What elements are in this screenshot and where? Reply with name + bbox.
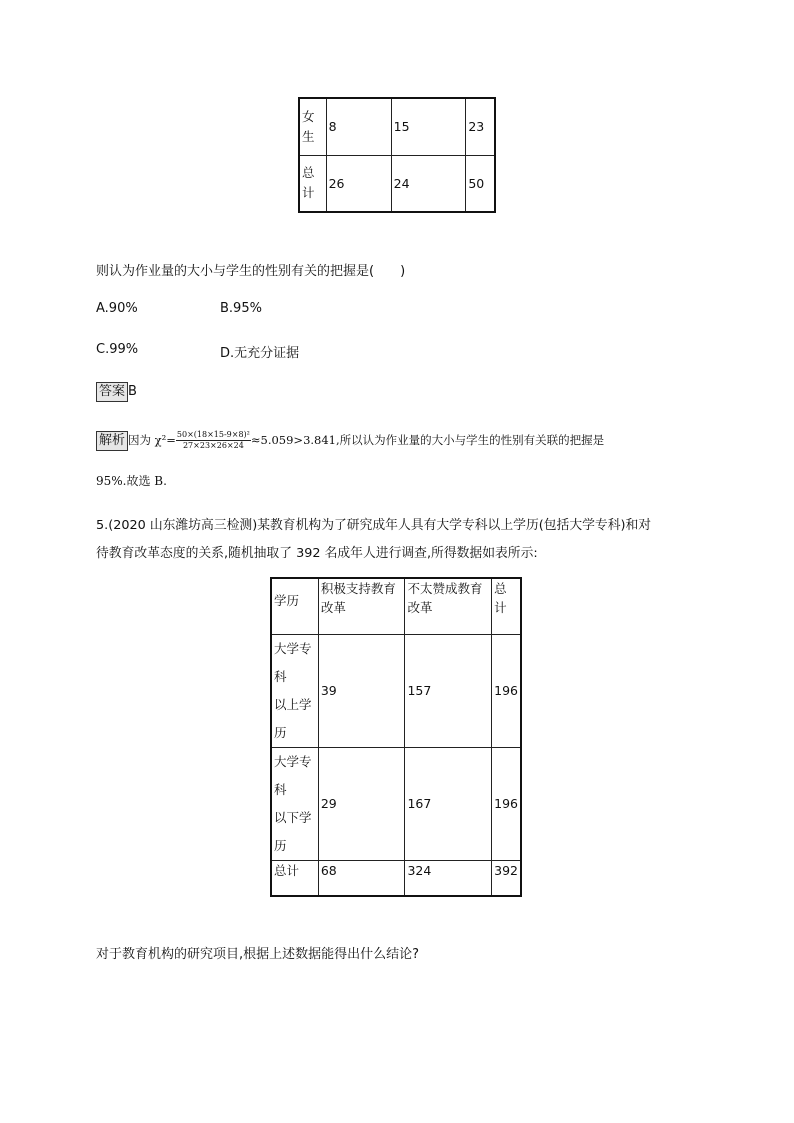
question5-ask: 对于教育机构的研究项目,根据上述数据能得出什么结论?	[96, 947, 420, 962]
fraction-numerator: 50×(18×15-9×8)²	[176, 430, 250, 439]
analysis-tag: 解析	[96, 431, 128, 451]
row-label-total: 总 计	[299, 155, 326, 212]
table-cell: 392	[492, 860, 521, 896]
table-cell: 196	[492, 747, 521, 860]
option-d: D.无充分证据	[220, 346, 300, 361]
table-header-row	[271, 578, 521, 634]
analysis-tail: ≈5.059>3.841,所以认为作业量的大小与学生的性别有关联的把握是	[250, 433, 605, 447]
table-cell: 29	[318, 747, 405, 860]
header-education: 学历	[271, 578, 318, 634]
analysis-lead: 因为 χ²=	[128, 433, 176, 447]
question-stem: 则认为作业量的大小与学生的性别有关的把握是( )	[96, 264, 406, 279]
header-support: 积极支持教育改革	[318, 578, 405, 634]
table-cell: 324	[405, 860, 492, 896]
table-row	[271, 747, 521, 860]
header-total: 总计	[492, 578, 521, 634]
table-cell: 157	[405, 634, 492, 747]
row-label-above-college: 大学专 科 以上学 历	[271, 634, 318, 747]
table-cell: 50	[466, 155, 495, 212]
row-label-total: 总计	[271, 860, 318, 896]
option-b: B.95%	[220, 301, 262, 316]
analysis-line	[96, 430, 716, 451]
option-a: A.90%	[96, 301, 138, 316]
table-cell: 196	[492, 634, 521, 747]
row-label-female: 女 生	[299, 98, 326, 155]
table-cell: 15	[391, 98, 466, 155]
table-row	[299, 155, 495, 212]
answer-line	[96, 382, 137, 402]
table-cell: 8	[326, 98, 391, 155]
option-c: C.99%	[96, 342, 139, 357]
table-cell: 23	[466, 98, 495, 155]
fraction-denominator: 27×23×26×24	[182, 441, 244, 450]
contingency-table-1	[298, 97, 496, 213]
table-cell: 68	[318, 860, 405, 896]
table-row	[299, 98, 495, 155]
table-cell: 39	[318, 634, 405, 747]
table-cell: 26	[326, 155, 391, 212]
table-cell: 24	[391, 155, 466, 212]
analysis-conclusion: 95%.故选 B.	[96, 474, 167, 488]
answer-tag: 答案	[96, 382, 128, 402]
question5-line1: 5.(2020 山东潍坊高三检测)某教育机构为了研究成年人具有大学专科以上学历(包括大学专科)和对	[96, 518, 652, 533]
table-row	[271, 634, 521, 747]
contingency-table-2	[270, 577, 522, 897]
table-row	[271, 860, 521, 896]
answer-value: B	[128, 384, 137, 399]
table-cell: 167	[405, 747, 492, 860]
header-oppose: 不太赞成教育改革	[405, 578, 492, 634]
chi-square-fraction	[176, 430, 251, 451]
row-label-below-college: 大学专 科 以下学 历	[271, 747, 318, 860]
question5-line2: 待教育改革态度的关系,随机抽取了 392 名成年人进行调查,所得数据如表所示:	[96, 546, 538, 561]
